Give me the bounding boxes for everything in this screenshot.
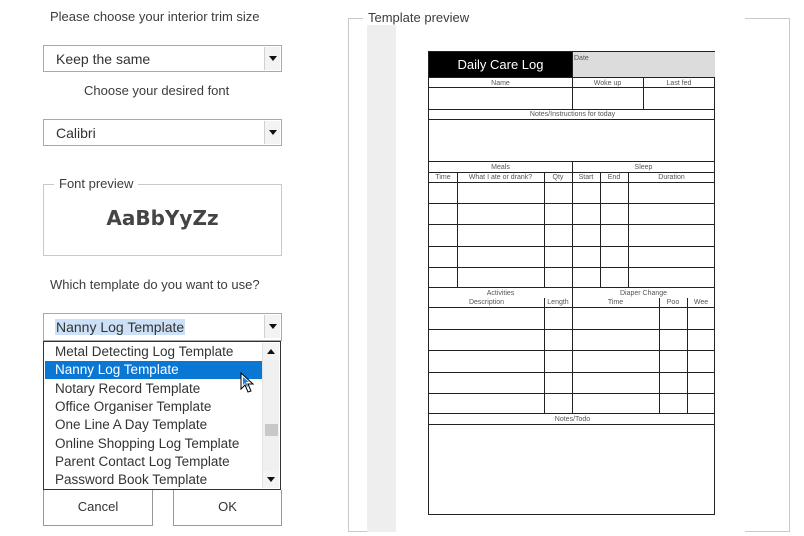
font-preview-title: Font preview: [54, 176, 138, 191]
trim-size-label: Please choose your interior trim size: [50, 9, 260, 24]
font-preview-sample: AaBbYyZz: [106, 206, 219, 230]
font-label: Choose your desired font: [84, 83, 230, 98]
chevron-down-icon[interactable]: [264, 121, 280, 144]
time-col: Time: [435, 174, 451, 181]
font-value: Calibri: [56, 125, 96, 141]
template-heading: Daily Care Log: [457, 57, 544, 72]
template-select[interactable]: [43, 313, 282, 341]
trim-size-select[interactable]: [43, 45, 282, 72]
font-select[interactable]: [43, 119, 282, 146]
wee-col: Wee: [693, 299, 709, 306]
notes-todo-label: Notes/Todo: [554, 416, 591, 423]
chevron-down-icon[interactable]: [264, 315, 280, 338]
template-preview-title: Template preview: [363, 10, 474, 25]
list-item[interactable]: Notary Record Template: [55, 381, 201, 396]
last-fed-label: Last fed: [666, 80, 692, 87]
scroll-down-icon[interactable]: [263, 471, 279, 488]
date-label: Date: [574, 55, 589, 62]
list-item[interactable]: Password Book Template: [55, 472, 208, 487]
meals-label: Meals: [491, 164, 510, 171]
list-scrollbar[interactable]: [262, 343, 279, 488]
template-dropdown-list[interactable]: [43, 341, 281, 490]
length-col: Length: [547, 299, 569, 306]
mouse-cursor-icon: [240, 372, 256, 394]
list-item[interactable]: Office Organiser Template: [55, 399, 212, 414]
duration-col: Duration: [658, 174, 685, 181]
scroll-thumb[interactable]: [265, 424, 278, 436]
template-label: Which template do you want to use?: [50, 277, 260, 292]
list-item[interactable]: Online Shopping Log Template: [55, 436, 240, 451]
list-item[interactable]: Parent Contact Log Template: [55, 454, 230, 469]
end-col: End: [607, 174, 621, 181]
woke-up-label: Woke up: [593, 80, 622, 87]
start-col: Start: [578, 174, 594, 181]
activities-label: Activities: [486, 290, 515, 297]
cancel-button[interactable]: Cancel: [43, 490, 153, 526]
ok-button[interactable]: OK: [173, 490, 282, 526]
list-item[interactable]: Metal Detecting Log Template: [55, 344, 234, 359]
description-col: Description: [468, 299, 504, 306]
diaper-change-label: Diaper Change: [619, 290, 668, 297]
name-label: Name: [491, 80, 510, 87]
template-preview-sheet: [428, 51, 715, 515]
qty-col: Qty: [552, 174, 564, 181]
diaper-time-col: Time: [607, 299, 624, 306]
scroll-up-icon[interactable]: [263, 343, 279, 360]
notes-instructions-label: Notes/Instructions for today: [529, 111, 616, 118]
list-item-selected[interactable]: Nanny Log Template: [45, 361, 263, 379]
list-item[interactable]: One Line A Day Template: [55, 417, 208, 432]
sleep-label: Sleep: [634, 164, 653, 171]
what-ate-col: What I ate or drank?: [468, 174, 533, 181]
date-block: [572, 52, 715, 77]
template-value[interactable]: Nanny Log Template: [56, 319, 185, 335]
chevron-down-icon[interactable]: [264, 47, 280, 70]
trim-size-value: Keep the same: [56, 51, 151, 67]
poo-col: Poo: [666, 299, 680, 306]
